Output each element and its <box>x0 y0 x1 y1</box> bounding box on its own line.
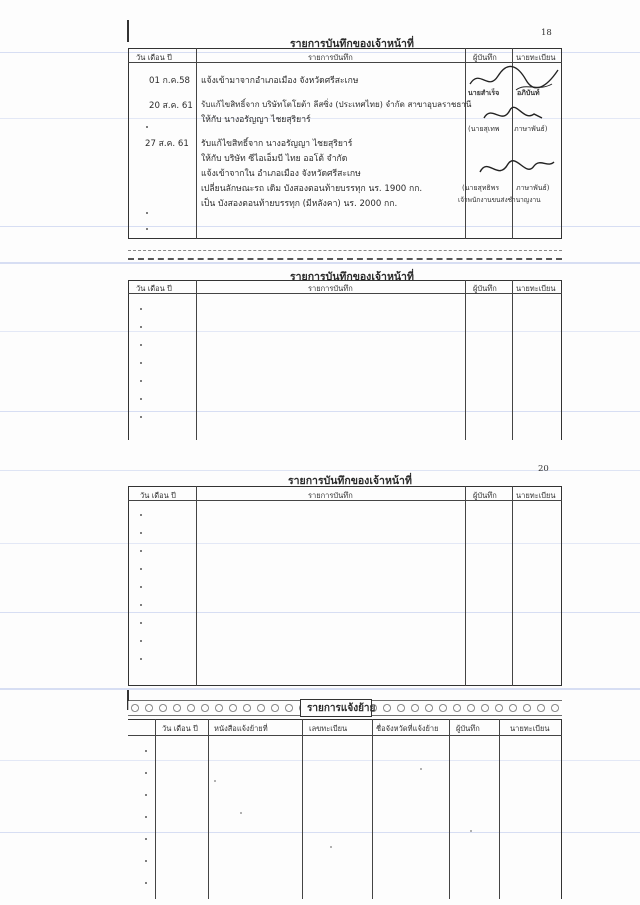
section3-table <box>128 486 562 686</box>
s3-header-registrar: นายทะเบียน <box>516 491 556 500</box>
section2-table <box>128 280 562 440</box>
section3-title: รายการบันทึกของเจ้าหน้าที่ <box>288 475 412 487</box>
s1-row1-line1: แจ้งเข้ามาจากอำเภอเมือง จังหวัดศรีสะเกษ <box>201 76 359 86</box>
s1-row2-date: 20 ส.ค. 61 <box>149 101 193 111</box>
page-number-18: 18 <box>541 28 552 38</box>
signature-2-title: ภาษาพันธ์) <box>514 125 548 133</box>
s4-header-old-number: หนังสือแจ้งย้ายที่ <box>214 724 268 733</box>
s3-header-recorder: ผู้บันทึก <box>473 491 497 500</box>
s4-header-registrar: นายทะเบียน <box>510 724 550 733</box>
section2-title: รายการบันทึกของเจ้าหน้าที่ <box>290 271 414 283</box>
s4-header-date: วัน เดือน ปี <box>162 724 198 733</box>
s2-header-recorder: ผู้บันทึก <box>473 284 497 293</box>
s1-row1-date: 01 ก.ค.58 <box>149 76 191 86</box>
signature-1-title: อภิบันท์ <box>517 89 540 97</box>
s2-header-registrar: นายทะเบียน <box>516 284 556 293</box>
s1-row2-line2: ให้กับ นางอรัญญา ไชยสุริยาร์ <box>201 115 311 125</box>
s2-header-date: วัน เดือน ปี <box>136 284 172 293</box>
s1-row3-date: 27 ส.ค. 61 <box>145 139 189 149</box>
signature-1-name: นายสำเร็จ <box>468 89 500 97</box>
signature-3-position: เจ้าพนักงานขนส่งชำนาญงาน <box>458 196 541 204</box>
s3-header-entry: รายการบันทึก <box>308 491 353 500</box>
s4-header-recorder: ผู้บันทึก <box>456 724 480 733</box>
s1-row3-line2: ให้กับ บริษัท ซีไอเอ็มบี ไทย ออโต้ จำกัด <box>201 154 348 164</box>
s1-row3-line1: รับแก้ไขสิทธิ์จาก นางอรัญญา ไชยสุริยาร์ <box>201 139 353 149</box>
s2-header-entry: รายการบันทึก <box>308 284 353 293</box>
section4-table <box>128 719 562 899</box>
s1-header-entry: รายการบันทึก <box>308 53 353 62</box>
s1-row2-line1: รับแก้ไขสิทธิ์จาก บริษัทโตโยต้า ลีสซิ่ง (ประเทศไทย) จำกัด สาขาอุบลราชธานี <box>201 99 472 109</box>
s1-row3-line3: แจ้งเข้าจากใน อำเภอเมือง จังหวัดศรีสะเกษ <box>201 169 361 179</box>
signature-2-name: (นายสุเทพ <box>468 125 500 133</box>
s4-header-reg-number: เลขทะเบียน <box>309 724 348 733</box>
signature-3-name: (นายสุทธิพร <box>462 184 500 192</box>
s1-row3-line4: เปลี่ยนลักษณะรถ เดิม บังสองตอนท้ายบรรทุก นร. 1900 กก. <box>201 184 423 194</box>
signature-3-title: ภาษาพันธ์) <box>516 184 550 192</box>
s4-header-province: ชื่อจังหวัดที่แจ้งย้าย <box>376 724 439 733</box>
section1-title: รายการบันทึกของเจ้าหน้าที่ <box>290 38 414 50</box>
page-number-20: 20 <box>538 464 549 474</box>
s1-row3-line5: เป็น บังสองตอนท้ายบรรทุก (มีหลังคา) นร. 2000 กก. <box>201 199 398 209</box>
signature-3-image <box>476 152 556 186</box>
section4-title: รายการแจ้งย้าย <box>307 703 376 714</box>
s1-header-date: วัน เดือน ปี <box>136 53 172 62</box>
s1-header-recorder: ผู้บันทึก <box>473 53 497 62</box>
s3-header-date: วัน เดือน ปี <box>140 491 176 500</box>
s1-header-registrar: นายทะเบียน <box>516 53 556 62</box>
